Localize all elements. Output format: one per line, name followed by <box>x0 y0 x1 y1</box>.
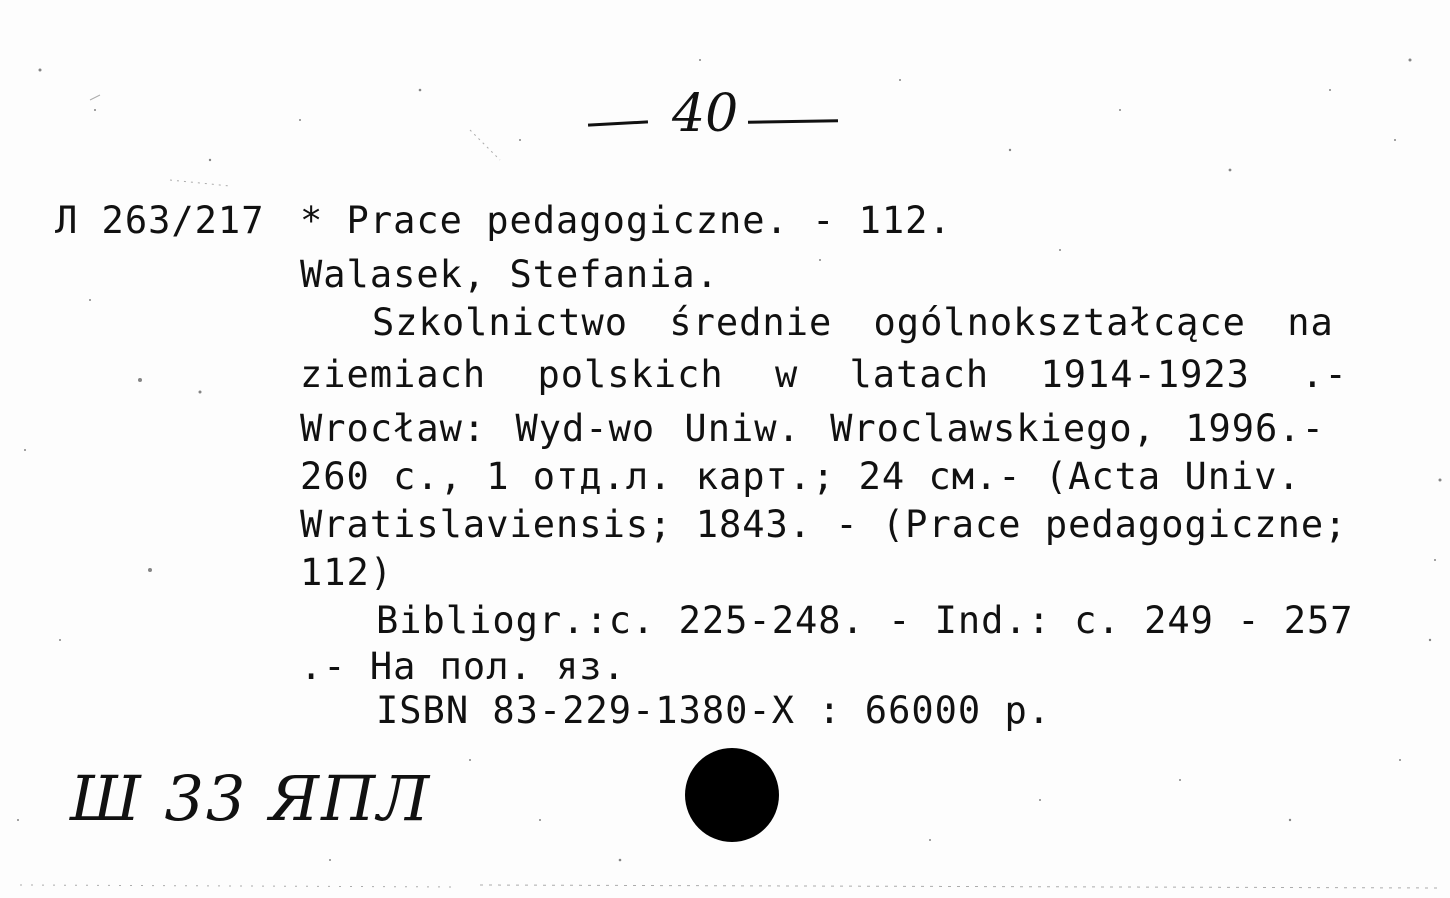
title-line-1: Szkolnictwo średnie ogólnokształcące na <box>372 301 1334 344</box>
notes-line-1: Bibliogr.:c. 225-248. - Ind.: c. 249 - 257 <box>376 599 1354 642</box>
page-number: 40 <box>672 84 739 144</box>
punch-hole-dot <box>685 748 779 842</box>
handwritten-shelf-code: Ш 33 ЯПЛ <box>70 762 431 835</box>
title-line-2: ziemiach polskich w latach 1914-1923 .- <box>300 353 1348 396</box>
title-line-6: 112) <box>300 551 394 594</box>
title-line-4: 260 с., 1 отд.л. карт.; 24 см.- (Acta Univ. <box>300 455 1301 498</box>
notes-line-2: .- На пол. яз. <box>300 645 626 688</box>
title-line-3: Wrocław: Wyd-wo Uniw. Wroclawskiego, 1996.- <box>300 407 1325 450</box>
call-number: Л 263/217 <box>55 199 265 242</box>
series-line: * Prace pedagogiczne. - 112. <box>300 199 952 242</box>
author: Walasek, Stefania. <box>300 253 719 296</box>
title-line-5: Wratislaviensis; 1843. - (Prace pedagogiczne; <box>300 503 1348 546</box>
isbn-price: ISBN 83-229-1380-X : 66000 р. <box>376 689 1052 732</box>
